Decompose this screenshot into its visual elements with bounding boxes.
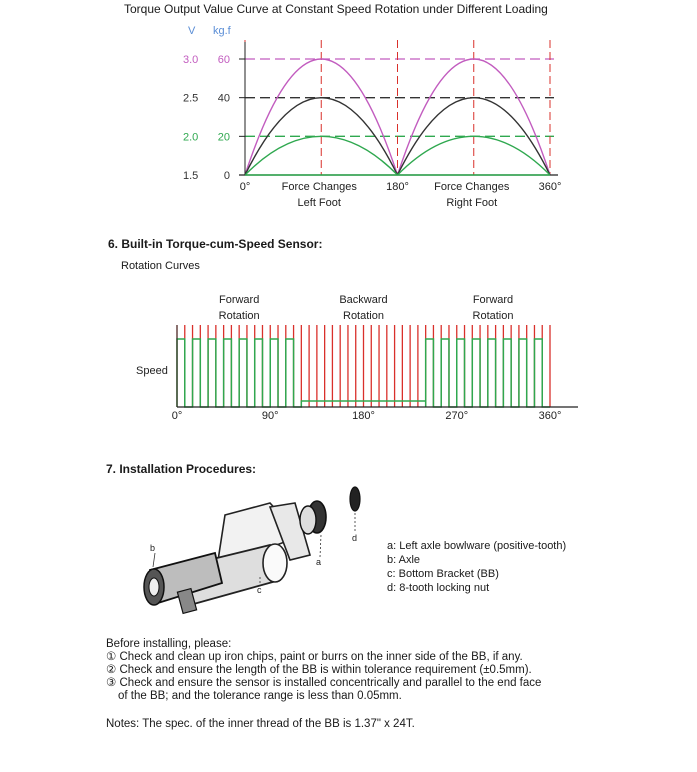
rotation-region-line2: Rotation xyxy=(343,310,384,322)
parts-legend xyxy=(387,539,566,595)
y-tick-v: 1.5 xyxy=(183,170,199,182)
x-tick-label: 180° xyxy=(386,181,409,193)
rot-x-tick-label: 270° xyxy=(445,410,469,422)
x-tick-label: 0° xyxy=(239,181,251,193)
step-2: ② Check and ensure the length of the BB is within tolerance requirement (±0.5mm). xyxy=(106,664,532,676)
y-tick-v: 2.5 xyxy=(183,92,199,105)
sensor-heading: 6. Built-in Torque-cum-Speed Sensor: xyxy=(108,237,323,251)
part-label-b: b xyxy=(150,543,156,553)
region-label-line2: Right Foot xyxy=(446,197,498,209)
rotation-region-line1: Forward xyxy=(218,294,260,306)
legend-item-a: a: Left axle bowlware (positive-tooth) xyxy=(387,540,567,552)
region-label-line1: Force Changes xyxy=(434,181,510,193)
rot-x-tick-label: 360° xyxy=(538,410,562,422)
torque-chart xyxy=(0,0,697,220)
y-tick-kgf: 0 xyxy=(223,170,230,182)
installation-diagram xyxy=(120,485,380,635)
speed-axis-label: Speed xyxy=(136,365,168,377)
bowlware-face xyxy=(300,506,316,534)
y-tick-v: 2.0 xyxy=(183,131,199,144)
rotation-region-line2: Rotation xyxy=(472,310,514,322)
rotation-curves-subheading: Rotation Curves xyxy=(121,260,200,272)
bb-right-opening xyxy=(263,544,287,582)
install-heading: 7. Installation Procedures: xyxy=(106,462,257,476)
rot-x-tick-label: 180° xyxy=(352,410,375,422)
y-unit-kgf: kg.f xyxy=(213,25,231,37)
step-3-continued: of the BB; and the tolerance range is less than 0.05mm. xyxy=(118,690,402,702)
x-tick-label: 360° xyxy=(538,181,562,193)
notes-text: Notes: The spec. of the inner thread of the BB is 1.37" x 24T. xyxy=(106,718,415,730)
torque-chart-title: Torque Output Value Curve at Constant Speed Rotation under Different Loading xyxy=(124,2,548,16)
region-label-line1: Force Changes xyxy=(281,181,357,193)
legend-item-b: b: Axle xyxy=(387,554,421,566)
legend-item-c: c: Bottom Bracket (BB) xyxy=(387,568,499,580)
part-label-d: d xyxy=(352,533,358,543)
y-tick-kgf: 60 xyxy=(217,54,230,66)
sensor-cup-inner xyxy=(149,578,159,596)
rotation-chart xyxy=(0,285,697,425)
part-label-a: a xyxy=(316,557,322,567)
notes xyxy=(106,718,415,731)
step-3: ③ Check and ensure the sensor is installed concentrically and parallel to the end face xyxy=(106,677,542,689)
region-label-line2: Left Foot xyxy=(297,197,341,209)
rotation-region-line2: Rotation xyxy=(218,310,260,322)
rotation-region-line1: Forward xyxy=(472,294,514,306)
part-label-c: c xyxy=(257,585,262,595)
step-1: ① Check and clean up iron chips, paint or burrs on the inner side of the BB, if any. xyxy=(106,651,523,663)
y-unit-v: V xyxy=(188,25,196,37)
y-tick-kgf: 40 xyxy=(217,92,230,105)
rot-x-tick-label: 0° xyxy=(171,410,183,422)
y-tick-v: 3.0 xyxy=(183,54,199,66)
y-tick-kgf: 20 xyxy=(217,131,230,144)
rot-x-tick-label: 90° xyxy=(261,410,279,422)
legend-item-d: d: 8-tooth locking nut xyxy=(387,582,490,594)
before-installing-text: Before installing, please: xyxy=(106,638,232,650)
rotation-region-line1: Backward xyxy=(339,294,388,306)
locking-nut xyxy=(350,487,360,511)
install-instructions xyxy=(106,638,541,703)
